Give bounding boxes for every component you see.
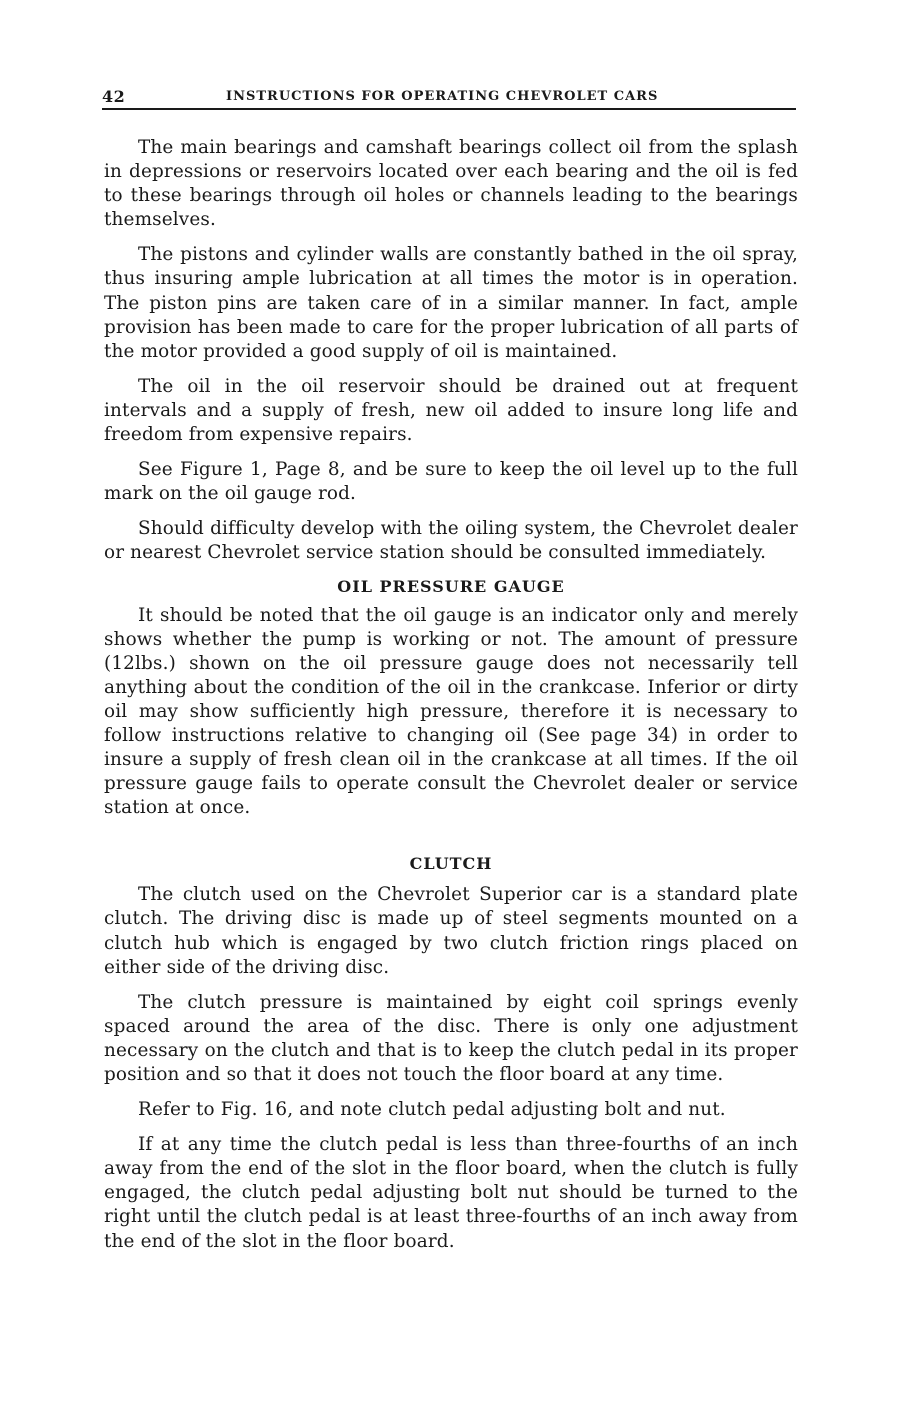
running-title: INSTRUCTIONS FOR OPERATING CHEVROLET CARS — [226, 89, 659, 104]
paragraph-clutch-type: The clutch used on the Chevrolet Superior car is a standard plate clutch. The driving disc is made up of steel segments mounted on a clutch hub which is engaged by two clutch friction rings placed on either side of the driving disc. — [104, 884, 798, 978]
heading-oil-pressure-gauge: OIL PRESSURE GAUGE — [337, 576, 565, 596]
paragraph-pistons: The pistons and cylinder walls are constantly bathed in the oil spray, thus insuring ample lubrication at all times the motor is in operation. The piston pins are taken care of in a similar manner. In fact, ample provision has been made to care for the proper lubrication of all parts of the motor provided a good supply of oil is maintained. — [104, 244, 798, 362]
paragraph-see-figure: See Figure 1, Page 8, and be sure to keep the oil level up to the full mark on the oil gauge rod. — [104, 459, 798, 505]
heading-clutch: CLUTCH — [409, 854, 493, 874]
paragraph-pedal-adjustment: If at any time the clutch pedal is less than three-fourths of an inch away from the end of the slot in the floor board, when the clutch is fully engaged, the clutch pedal adjusting bolt nut should be turned to the right until the clutch pedal is at least three-fourths of an inch away from the end of the slot in the floor board. — [104, 1134, 798, 1252]
paragraph-oil-reservoir: The oil in the oil reservoir should be drained out at frequent intervals and a supply of fresh, new oil added to insure long life and freedom from expensive repairs. — [104, 375, 798, 446]
paragraph-clutch-pressure: The clutch pressure is maintained by eight coil springs evenly spaced around the area of the disc. There is only one adjustment necessary on the clutch and that is to keep the clutch pedal in its proper position and so that it does not touch the floor board at any time. — [104, 991, 798, 1085]
lubrication-section — [104, 136, 798, 566]
oil-pressure-gauge-section — [104, 577, 798, 821]
paragraph-difficulty: Should difficulty develop with the oiling system, the Chevrolet dealer or nearest Chevrolet service station should be consulted immediately. — [104, 518, 798, 564]
paragraph-oil-gauge: It should be noted that the oil gauge is an indicator only and merely shows whether the pump is working or not. The amount of pressure (12lbs.) shown on the oil pressure gauge does not necessarily tell anything about the condition of the oil in the crankcase. Inferior or dirty oil may show sufficiently high pressure, therefore it is necessary to follow instructions relative to changing oil (See page 34) in order to insure a supply of fresh clean oil in the crankcase at all times. If the oil pressure gauge fails to operate consult the Chevrolet dealer or service station at once. — [104, 604, 798, 819]
clutch-section — [104, 854, 798, 1253]
paragraph-refer-fig: Refer to Fig. 16, and note clutch pedal adjusting bolt and nut. — [138, 1099, 726, 1121]
page-body — [104, 136, 798, 1265]
running-header — [102, 86, 796, 110]
page-number: 42 — [102, 87, 126, 106]
paragraph-main-bearings: The main bearings and camshaft bearings collect oil from the splash in depressions or reservoirs located over each bearing and the oil is fed to these bearings through oil holes or channels leading to the bearings themselves. — [104, 137, 798, 231]
